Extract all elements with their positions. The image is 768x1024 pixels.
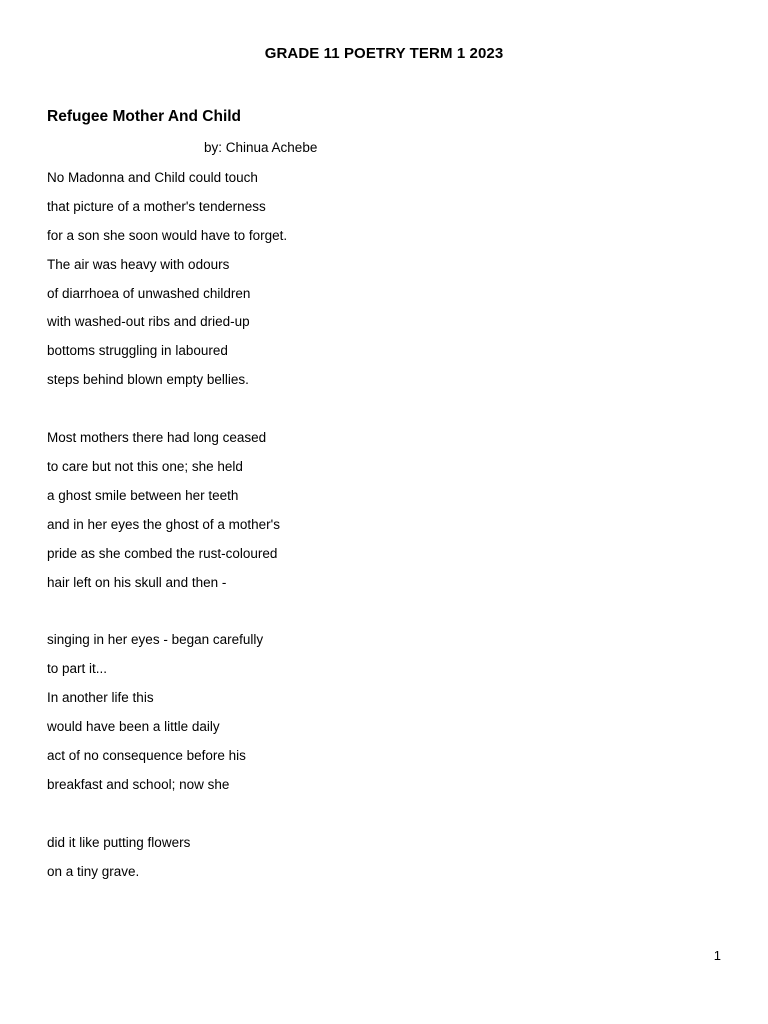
poem-line: would have been a little daily xyxy=(47,719,220,735)
poem-line: to part it... xyxy=(47,661,108,677)
poem-line: Most mothers there had long ceased xyxy=(47,430,267,446)
poem-line: a ghost smile between her teeth xyxy=(47,487,239,503)
poem-line: for a son she soon would have to forget. xyxy=(47,227,288,243)
poem-line: pride as she combed the rust-coloured xyxy=(47,545,278,561)
document-header: GRADE 11 POETRY TERM 1 2023 xyxy=(264,45,504,62)
stanza-2 xyxy=(47,429,647,602)
poem-line: In another life this xyxy=(47,690,154,706)
poem-line: that picture of a mother's tenderness xyxy=(47,198,266,214)
poem-line: with washed-out ribs and dried-up xyxy=(47,314,250,330)
poem-title: Refugee Mother And Child xyxy=(47,108,242,125)
poem-line: breakfast and school; now she xyxy=(47,776,230,792)
poem-line: hair left on his skull and then - xyxy=(47,574,227,590)
poem-line: bottoms struggling in laboured xyxy=(47,343,228,359)
stanza-4 xyxy=(47,834,647,892)
stanza-3 xyxy=(47,631,647,804)
poem-line: and in her eyes the ghost of a mother's xyxy=(47,516,280,532)
poem-line: did it like putting flowers xyxy=(47,834,191,850)
poem-line: to care but not this one; she held xyxy=(47,459,243,475)
poem-body xyxy=(47,169,647,892)
poem-line: The air was heavy with odours xyxy=(47,256,230,272)
poem-line: singing in her eyes - began carefully xyxy=(47,632,264,648)
poem-line: steps behind blown empty bellies. xyxy=(47,372,249,388)
poem-line: No Madonna and Child could touch xyxy=(47,170,258,185)
poem-line: act of no consequence before his xyxy=(47,748,246,764)
poem-author: by: Chinua Achebe xyxy=(204,140,318,155)
poem-line: on a tiny grave. xyxy=(47,863,140,879)
stanza-1 xyxy=(47,169,647,400)
poem-line: of diarrhoea of unwashed children xyxy=(47,285,251,301)
page-number: 1 xyxy=(713,948,721,963)
